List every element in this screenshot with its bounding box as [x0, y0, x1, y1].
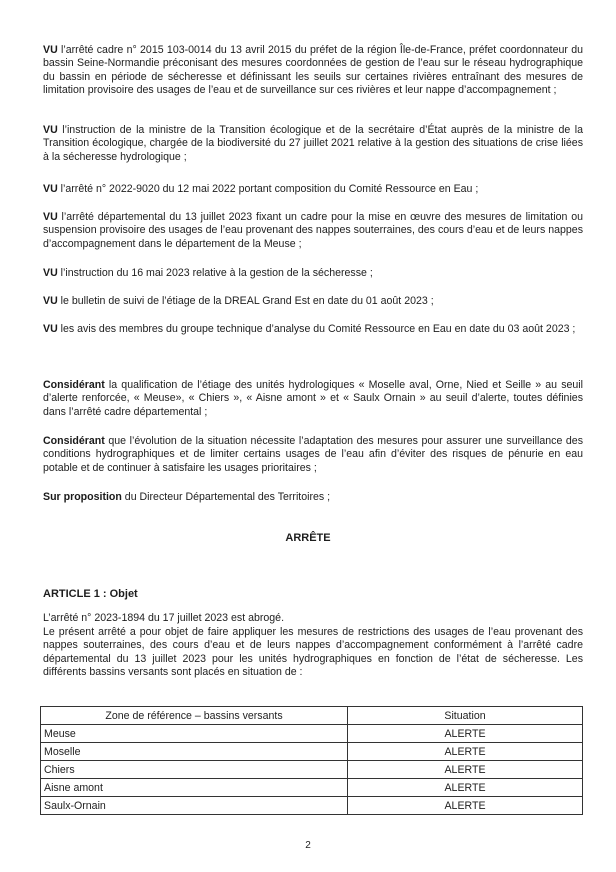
paragraph-text: l’arrêté cadre n° 2015 103-0014 du 13 avril 2015 du préfet de la région Île-de-France, préfet coordonnateur du bassin Seine-Normandie préconisant des mesures coordonnées de gestion de l’eau sur le réseau hydrographique du bassin en période de sécheresse et définissant les seuils sur certaines rivières entraînant des mesures de limitation provisoire des usages de l’eau et de surveillance sur ces rivières et leur nappe d’accompagnement ; [43, 44, 583, 97]
keyword: Considérant [43, 435, 105, 447]
vu-paragraph-1 [43, 44, 583, 98]
paragraph-text: l’arrêté départemental du 13 juillet 2023 fixant un cadre pour la mise en œuvre des mesures de limitation ou suspension provisoire des usages de l’eau provenant des nappes souterraines, des cours d’eau et de leurs nappes d’accompagnement dans le département de la Meuse ; [43, 211, 583, 250]
paragraph-text: les avis des membres du groupe technique d’analyse du Comité Ressource en Eau en date du 03 août 2023 ; [57, 323, 576, 335]
paragraph-text: l’instruction de la ministre de la Transition écologique et de la secrétaire d’État auprès de la ministre de la Transition écologique, chargée de la biodiversité du 27 juillet 2021 relative à la gestion des situations de crise liées à la sécheresse hydrologique ; [43, 124, 583, 163]
table-row [41, 779, 583, 797]
situation-cell: ALERTE [348, 725, 583, 743]
article-1-title: ARTICLE 1 : Objet [43, 588, 138, 600]
vu-paragraph-7 [43, 323, 583, 336]
situation-cell: ALERTE [348, 797, 583, 815]
keyword: VU [43, 267, 58, 279]
zone-cell: Moselle [41, 743, 348, 761]
situation-cell: ALERTE [348, 743, 583, 761]
decree-title: ARRÊTE [285, 532, 331, 544]
table-row [41, 761, 583, 779]
proposition-paragraph [43, 491, 583, 504]
zone-cell: Chiers [41, 761, 348, 779]
table-row [41, 725, 583, 743]
table-row [41, 797, 583, 815]
situation-cell: ALERTE [348, 761, 583, 779]
table-row [41, 743, 583, 761]
vu-paragraph-4 [43, 211, 583, 251]
situation-cell: ALERTE [348, 779, 583, 797]
paragraph-text: la qualification de l’étiage des unités hydrologiques « Moselle aval, Orne, Nied et Seille » au seuil d’alerte renforcée, « Meuse», « Chiers », « Aisne amont » et « Saulx Ornain » au seuil d’alerte, toutes définies dans l’arrêté cadre départemental ; [43, 379, 583, 418]
considerant-paragraph-2 [43, 435, 583, 475]
paragraph-text: l’instruction du 16 mai 2023 relative à la gestion de la sécheresse ; [57, 267, 373, 279]
page-number: 2 [305, 840, 311, 851]
keyword: VU [43, 44, 58, 56]
keyword: VU [43, 124, 58, 136]
situation-table [40, 706, 583, 815]
considerant-paragraph-1 [43, 379, 583, 419]
paragraph-text: l’arrêté n° 2022-9020 du 12 mai 2022 portant composition du Comité Ressource en Eau ; [57, 183, 479, 195]
vu-paragraph-3 [43, 183, 583, 196]
vu-paragraph-5 [43, 267, 583, 280]
keyword: VU [43, 211, 58, 223]
zone-cell: Aisne amont [41, 779, 348, 797]
zone-cell: Meuse [41, 725, 348, 743]
paragraph-text: le bulletin de suivi de l’étiage de la DREAL Grand Est en date du 01 août 2023 ; [57, 295, 434, 307]
paragraph-text: du Directeur Départemental des Territoires ; [121, 491, 331, 503]
keyword: Sur proposition [43, 491, 122, 503]
article-1-line: L’arrêté n° 2023-1894 du 17 juillet 2023 est abrogé. [43, 612, 285, 624]
keyword: VU [43, 295, 58, 307]
table-header-zone: Zone de référence – bassins versants [41, 707, 348, 725]
vu-paragraph-6 [43, 295, 583, 308]
table-header-situation: Situation [348, 707, 583, 725]
vu-paragraph-2 [43, 124, 583, 164]
paragraph-text: que l’évolution de la situation nécessite l’adaptation des mesures pour assurer une surveillance des conditions hydrographiques et de limiter certains usages de l’eau afin d’éviter des risques de pénurie en eau potable et de continuer à satisfaire les usages prioritaires ; [43, 435, 583, 474]
keyword: VU [43, 183, 58, 195]
article-1-body: Le présent arrêté a pour objet de faire appliquer les mesures de restrictions des usages de l’eau provenant des nappes souterraines, des cours d’eau et de leurs nappes d’accompagnement conformément à l’arrêté cadre départemental du 13 juillet 2023 pour les unités hydrographiques en fonction de l’état de sécheresse. Les différents bassins versants sont placés en situation de : [43, 626, 583, 679]
keyword: VU [43, 323, 58, 335]
keyword: Considérant [43, 379, 105, 391]
table-header-row [41, 707, 583, 725]
zone-cell: Saulx-Ornain [41, 797, 348, 815]
